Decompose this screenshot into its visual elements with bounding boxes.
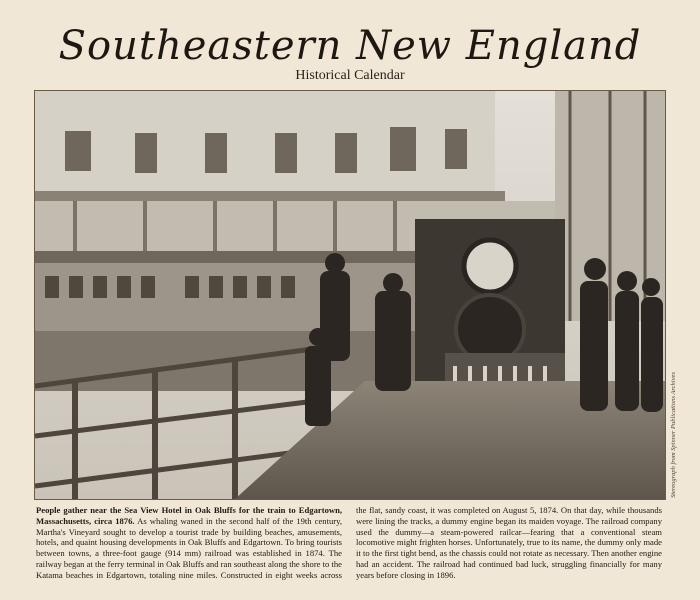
caption-lead: People gather near the Sea View Hotel in Oak Bluffs for the train to Edgartown, Massachusetts, circa 1876. (36, 505, 342, 526)
caption-text (36, 505, 662, 581)
hotel-upper-floor (35, 91, 495, 201)
caption-body: As whaling waned in the second half of the 19th century, Martha's Vineyard sought to develop a tourist trade by building beaches, amusements, hotels, and quaint housing developments in Oak Bluffs and Edgartown. To bring tourists between towns, a three-foot gauge (914 mm) railroad was established in 1874. The railway began at the ferry terminal in Oak Bluffs and ran southeast along the shore to the Katama beaches in Edgartown, totaling nine miles. Constructed in eight weeks across the flat, sandy coast, it was completed on August 5, 1874. On that day, while thousands were lining the tracks, a dummy engine began its maiden voyage. The railroad company used the dummy—a steam-powered railcar—fearing that a conventional steam locomotive might frighten horses. Unfortunately, true to its name, the dummy only made it to the first tight bend, as the chassis could not rotate as necessary. Then another engine had an accident. The railroad had continued bad luck, struggling financially for many years before closing in 1896. (36, 505, 662, 580)
page-subtitle: Historical Calendar (295, 68, 405, 83)
page-title: Southeastern New England (58, 23, 642, 69)
photo-illustration (35, 91, 665, 499)
photo-credit: Stereograph from Spinner Publications Archives (670, 372, 677, 498)
historical-photo (34, 90, 666, 500)
passenger-cars (35, 261, 415, 331)
headlamp (464, 240, 516, 292)
